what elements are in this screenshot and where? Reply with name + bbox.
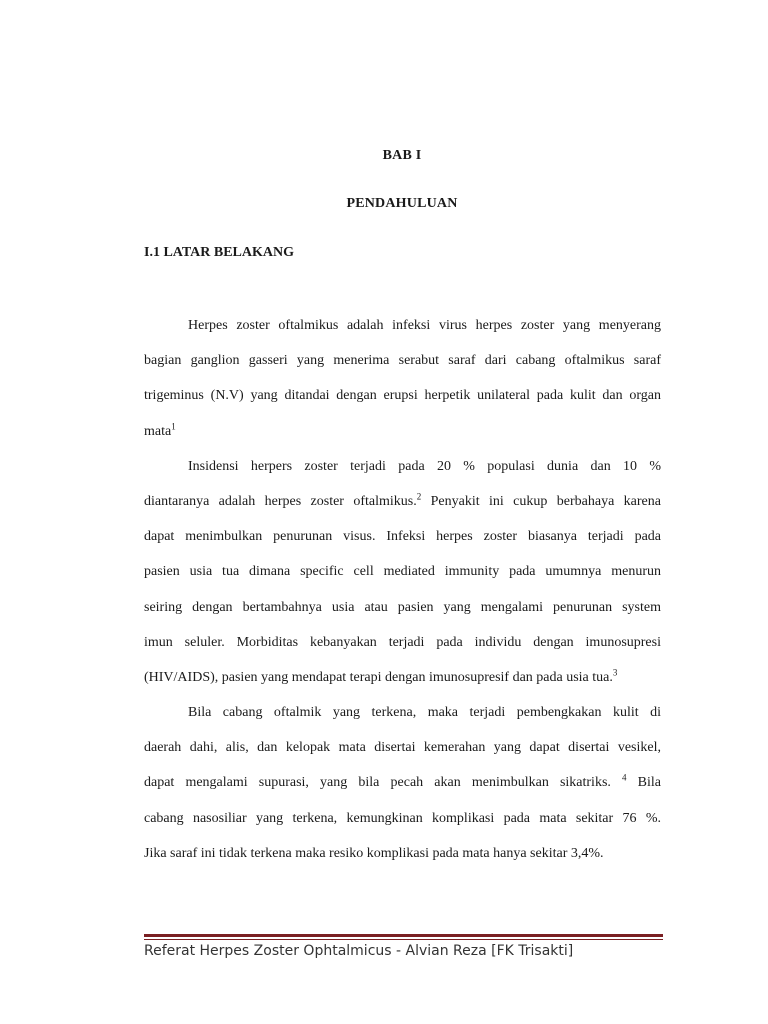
citation-ref: 2 <box>416 491 422 502</box>
line-text: Penyakit ini cukup berbahaya karena <box>421 493 661 509</box>
paragraph-line <box>144 484 661 519</box>
citation-ref: 1 <box>171 420 176 431</box>
chapter-subtitle: PENDAHULUAN <box>346 196 458 211</box>
paragraph-line: Insidensi herpers zoster terjadi pada 20 % populasi dunia dan 10 % <box>188 458 661 474</box>
chapter-title: BAB I <box>382 148 422 163</box>
line-text: dapat mengalami supurasi, yang bila pecah akan menimbulkan sikatriks. <box>144 775 611 791</box>
line-text: (HIV/AIDS), pasien yang mendapat terapi dengan imunosupresif dan pada usia tua. <box>144 669 613 685</box>
line-text: diantaranya adalah herpes zoster oftalmikus. <box>144 493 417 509</box>
paragraph-line: Bila cabang oftalmik yang terkena, maka terjadi pembengkakan kulit di <box>188 705 661 721</box>
paragraph-line: trigeminus (N.V) yang ditandai dengan erupsi herpetik unilateral pada kulit dan organ <box>144 388 661 404</box>
paragraph-line: Jika saraf ini tidak terkena maka resiko komplikasi pada mata hanya sekitar 3,4%. <box>144 845 604 861</box>
footer-divider-thin <box>144 939 663 940</box>
paragraph-line: daerah dahi, alis, dan kelopak mata disertai kemerahan yang dapat disertai vesikel, <box>144 740 661 756</box>
paragraph-line <box>144 660 661 695</box>
paragraph-line <box>144 414 661 449</box>
citation-ref: 4 <box>622 772 627 783</box>
footer-divider <box>144 934 663 937</box>
line-text: Bila <box>626 775 662 791</box>
paragraph-line: imun seluler. Morbiditas kebanyakan terjadi pada individu dengan imunosupresi <box>144 634 661 650</box>
section-heading: I.1 LATAR BELAKANG <box>144 245 295 260</box>
paragraph-line: Herpes zoster oftalmikus adalah infeksi virus herpes zoster yang menyerang <box>188 318 661 333</box>
page-footer: Referat Herpes Zoster Ophtalmicus - Alvian Reza [FK Trisakti] <box>144 943 574 959</box>
body-text <box>144 308 661 871</box>
paragraph-line <box>144 765 661 800</box>
paragraph-line: seiring dengan bertambahnya usia atau pasien yang mengalami penurunan system <box>144 599 661 615</box>
paragraph-line: dapat menimbulkan penurunan visus. Infeksi herpes zoster biasanya terjadi pada <box>144 529 661 545</box>
citation-ref: 3 <box>612 667 618 678</box>
paragraph-line: pasien usia tua dimana specific cell mediated immunity pada umumnya menurun <box>144 564 661 580</box>
line-text: mata <box>144 423 172 439</box>
paragraph-line: cabang nasosiliar yang terkena, kemungkinan komplikasi pada mata sekitar 76 %. <box>144 810 661 826</box>
paragraph-line: bagian ganglion gasseri yang menerima serabut saraf dari cabang oftalmikus saraf <box>144 353 661 369</box>
